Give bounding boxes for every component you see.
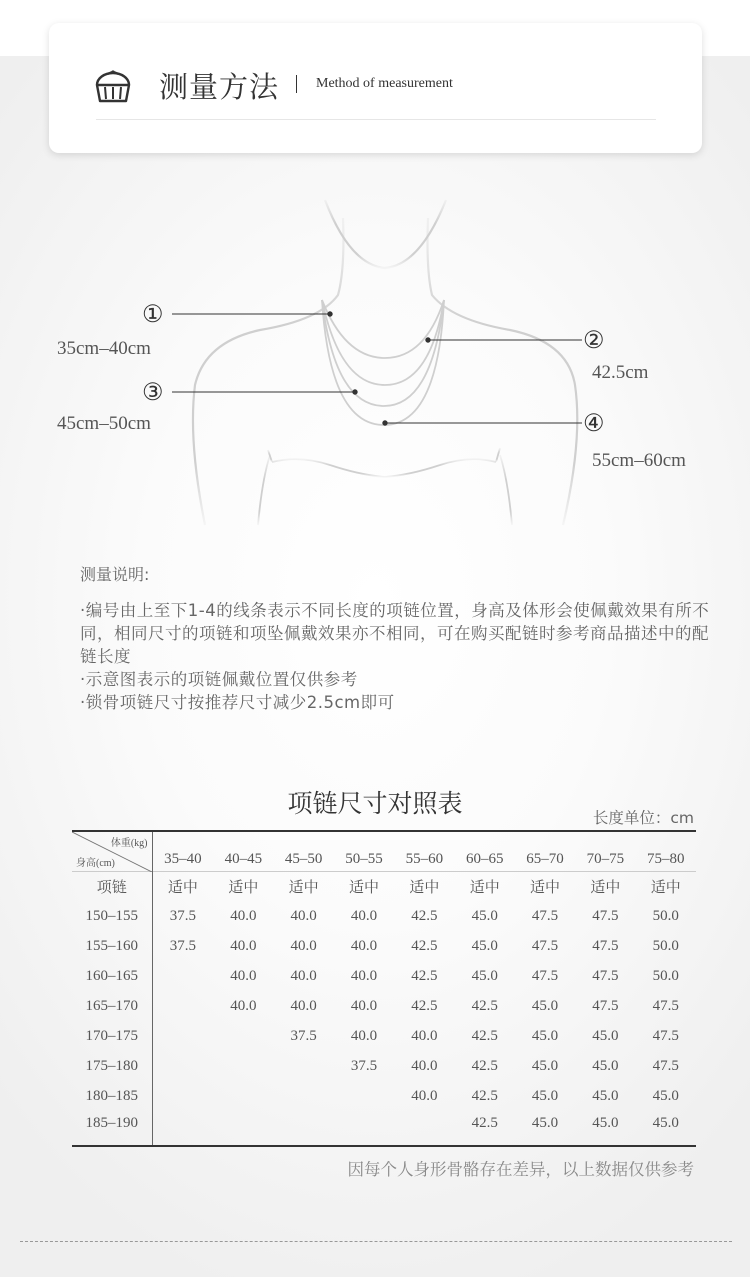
- note-item: ·锁骨项链尺寸按推荐尺寸减少2.5cm即可: [80, 693, 395, 712]
- weight-col-header: 35–40: [164, 850, 202, 867]
- size-cell: 40.0: [230, 907, 257, 924]
- size-cell: 40.0: [411, 1057, 438, 1074]
- size-cell: 47.5: [652, 1027, 679, 1044]
- table-row: [72, 991, 696, 1021]
- size-cell: 40.0: [290, 967, 317, 984]
- size-cell: [394, 1111, 454, 1146]
- weight-col-header: 45–50: [284, 850, 323, 867]
- size-cell: 40.0: [350, 907, 378, 924]
- size-cell: 37.5: [169, 937, 196, 954]
- size-cell: 42.5: [471, 997, 498, 1014]
- size-cell: 42.5: [411, 967, 438, 984]
- size-cell: 47.5: [592, 907, 619, 924]
- size-cell: 47.5: [531, 937, 559, 954]
- table-row: [72, 961, 696, 991]
- size-cell: 40.0: [350, 1027, 378, 1044]
- size-cell: [274, 1051, 334, 1081]
- size-cell: 45.0: [652, 1087, 679, 1104]
- size-cell: 47.5: [592, 937, 619, 954]
- size-cell: 40.0: [230, 937, 257, 954]
- height-range-cell: 170–175: [72, 1021, 152, 1051]
- notes-title: 测量说明:: [80, 565, 150, 584]
- size-cell: 42.5: [471, 1087, 498, 1104]
- fit-row: [72, 871, 696, 901]
- height-range-cell: 175–180: [72, 1051, 152, 1081]
- marker-2: ②: [583, 328, 605, 354]
- weight-col-header: 70–75: [586, 850, 625, 867]
- size-cell: 42.5: [471, 1115, 498, 1131]
- size-cell: 47.5: [592, 997, 619, 1014]
- size-cell: 40.0: [290, 997, 317, 1014]
- page-subtitle: Method of measurement: [316, 76, 453, 91]
- size-cell: [213, 1021, 273, 1051]
- size-cell: [152, 1111, 213, 1146]
- row-label: 项链: [72, 871, 152, 901]
- weight-col-header: 65–70: [526, 850, 564, 867]
- size-cell: 40.0: [411, 1087, 438, 1104]
- size-cell: [152, 1051, 213, 1081]
- weight-col-header: 55–60: [405, 850, 444, 867]
- height-range-cell: 185–190: [72, 1111, 152, 1146]
- size-cell: 45.0: [531, 1027, 559, 1044]
- size-cell: [152, 1021, 213, 1051]
- size-cell: 45.0: [592, 1027, 619, 1044]
- height-range-cell: 180–185: [72, 1081, 152, 1111]
- note-item: ·示意图表示的项链佩戴位置仅供参考: [80, 670, 358, 689]
- height-range-cell: 160–165: [72, 961, 152, 991]
- measurement-notes: [80, 562, 710, 714]
- table-row: [72, 1021, 696, 1051]
- size-cell: 47.5: [531, 967, 559, 984]
- fit-cell: 适中: [515, 871, 575, 901]
- corner-cell: [72, 831, 152, 871]
- size-cell: [213, 1081, 273, 1111]
- length-label-1: 35cm–40cm: [57, 338, 151, 359]
- size-cell: 42.5: [471, 1057, 498, 1074]
- size-cell: [213, 1111, 273, 1146]
- corner-height-label: 身高(cm): [76, 857, 115, 869]
- table-title: 项链尺寸对照表: [287, 789, 463, 818]
- height-range-cell: 165–170: [72, 991, 152, 1021]
- length-label-4: 55cm–60cm: [592, 450, 686, 471]
- size-cell: 40.0: [230, 967, 257, 984]
- table-header-row: [72, 831, 696, 871]
- size-cell: 47.5: [531, 907, 559, 924]
- size-cell: 40.0: [411, 1027, 438, 1044]
- tape-measure-icon: [93, 65, 133, 105]
- footnote: 因每个人身形骨骼存在差异，以上数据仅供参考: [347, 1160, 694, 1179]
- fit-cell: 适中: [213, 871, 273, 901]
- header-rule: [96, 119, 656, 120]
- size-cell: 45.0: [531, 997, 559, 1014]
- size-cell: 47.5: [592, 967, 619, 984]
- table-row: [72, 1111, 696, 1146]
- fit-cell: 适中: [636, 871, 696, 901]
- fit-cell: 适中: [334, 871, 394, 901]
- size-cell: 45.0: [471, 937, 498, 954]
- fit-cell: 适中: [394, 871, 454, 901]
- marker-3: ③: [142, 380, 164, 406]
- size-cell: [334, 1111, 394, 1146]
- necklace-strands: [322, 300, 444, 425]
- marker-1: ①: [142, 302, 164, 328]
- size-cell: 40.0: [350, 967, 378, 984]
- necklace-diagram-svg: [0, 180, 750, 540]
- table-row: [72, 931, 696, 961]
- weight-col-header: 40–45: [224, 850, 263, 867]
- size-cell: 45.0: [531, 1087, 559, 1104]
- length-label-2: 42.5cm: [592, 362, 649, 383]
- fit-cell: 适中: [152, 871, 213, 901]
- size-cell: 45.0: [652, 1115, 679, 1131]
- fit-cell: 适中: [455, 871, 515, 901]
- size-cell: 45.0: [471, 967, 498, 984]
- size-cell: 50.0: [652, 907, 679, 924]
- size-cell: [274, 1111, 334, 1146]
- size-cell: 50.0: [652, 937, 679, 954]
- size-cell: 47.5: [652, 997, 679, 1014]
- size-cell: 42.5: [411, 937, 438, 954]
- note-item: ·编号由上至下1-4的线条表示不同长度的项链位置，身高及体形会使佩戴效果有所不同，相同尺寸的项链和项坠佩戴效果亦不相同，可在购买配链时参考商品描述中的配链长度: [80, 601, 710, 666]
- weight-col-header: 50–55: [345, 850, 383, 867]
- size-cell: [152, 1081, 213, 1111]
- size-cell: 42.5: [471, 1027, 498, 1044]
- size-cell: 40.0: [290, 907, 317, 924]
- height-range-cell: 155–160: [72, 931, 152, 961]
- size-cell: 37.5: [350, 1057, 378, 1074]
- corner-weight-label: 体重(kg): [110, 838, 148, 849]
- size-cell: 40.0: [350, 997, 378, 1014]
- table-row: [72, 901, 696, 931]
- size-cell: 45.0: [592, 1115, 619, 1131]
- page-title: 测量方法: [159, 70, 280, 104]
- marker-4: ④: [583, 411, 605, 437]
- dashed-divider: [20, 1241, 732, 1242]
- size-cell: 45.0: [531, 1057, 559, 1074]
- table-row: [72, 1081, 696, 1111]
- header-card: [49, 23, 702, 153]
- title-divider: [296, 75, 297, 93]
- table-row: [72, 1051, 696, 1081]
- necklace-diagram: [0, 180, 750, 540]
- size-cell: [152, 961, 213, 991]
- size-cell: 37.5: [169, 907, 196, 924]
- size-cell: 40.0: [350, 937, 378, 954]
- size-cell: 42.5: [411, 907, 438, 924]
- size-cell: 40.0: [230, 997, 257, 1014]
- size-cell: [213, 1051, 273, 1081]
- size-cell: 40.0: [290, 937, 317, 954]
- size-cell: 50.0: [652, 967, 679, 984]
- size-cell: 45.0: [592, 1087, 619, 1104]
- weight-col-header: 75–80: [647, 850, 685, 867]
- fit-cell: 适中: [274, 871, 334, 901]
- size-table: [72, 830, 696, 1147]
- size-cell: [152, 991, 213, 1021]
- fit-cell: 适中: [575, 871, 635, 901]
- height-range-cell: 150–155: [72, 901, 152, 931]
- pointer-lines: [172, 312, 582, 425]
- size-cell: [274, 1081, 334, 1111]
- size-cell: 45.0: [592, 1057, 619, 1074]
- size-cell: 42.5: [411, 997, 438, 1014]
- size-cell: 45.0: [531, 1115, 559, 1131]
- length-label-3: 45cm–50cm: [57, 413, 151, 434]
- unit-label: 长度单位：cm: [592, 809, 694, 827]
- size-cell: 45.0: [471, 907, 498, 924]
- size-cell: 47.5: [652, 1057, 679, 1074]
- weight-col-header: 60–65: [465, 850, 504, 867]
- size-cell: [334, 1081, 394, 1111]
- body-outline: [193, 200, 577, 525]
- size-cell: 37.5: [290, 1027, 317, 1044]
